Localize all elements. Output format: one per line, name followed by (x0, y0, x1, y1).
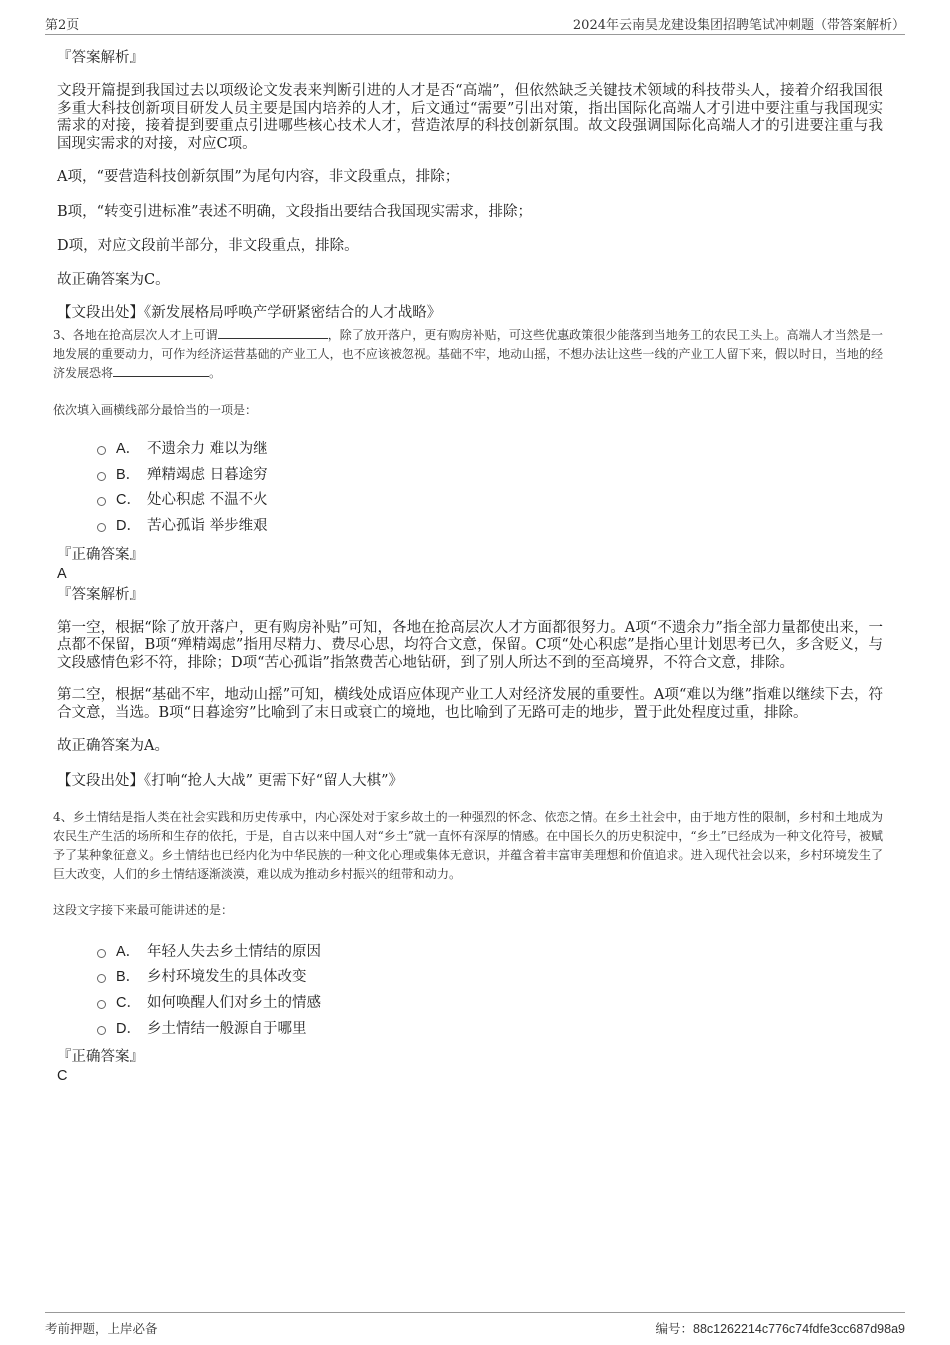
question-3-text (53, 326, 883, 383)
fill-blank-2 (113, 364, 209, 377)
option-letter: C． (116, 995, 141, 1012)
analysis-paragraph-1: 第一空，根据“除了放开落户，更有购房补贴”可知，各地在抢高层次人才方面都很努力。A项“不遗余力”指全部力量都使出来，一点都不保留，B项“殚精竭虑”指用尽精力、费尽心思，均符合文意，保留。C项“处心积虑”是指心里计划思考已久，多含贬义，与文段感情色彩不符，排除；D项“苦心孤诣”指煞费苦心地钻研，到了别人所达不到的至高境界，不符合文意，排除。 (57, 619, 883, 671)
footer-slogan: 考前押题，上岸必备 (45, 1321, 158, 1336)
fill-blank-1 (218, 326, 328, 339)
option-text: 如何唤醒人们对乡土的情感 (147, 995, 321, 1012)
radio-button-icon[interactable] (97, 523, 106, 532)
correct-answer: A (57, 565, 67, 582)
option-letter: B． (116, 466, 141, 483)
page-footer (45, 1312, 905, 1339)
page-content (53, 44, 883, 1085)
document-title: 2024年云南昊龙建设集团招聘笔试冲刺题（带答案解析） (572, 18, 905, 33)
option-text: 苦心孤诣 举步维艰 (147, 518, 268, 535)
option-text: 处心积虑 不温不火 (147, 492, 268, 509)
option-d[interactable] (97, 512, 883, 538)
question-3-options (97, 435, 883, 538)
question-4-options (97, 937, 883, 1040)
analysis-option-a: A项，“要营造科技创新氛围”为尾句内容，非文段重点，排除； (57, 169, 460, 185)
option-b[interactable] (97, 963, 883, 989)
option-text: 乡土情结一般源自于哪里 (147, 1020, 307, 1037)
analysis-paragraph: 文段开篇提到我国过去以项级论文发表来判断引进的人才是否“高端”，但依然缺乏关键技术领域的科技带头人，接着介绍我国很多重大科技创新项目研发人员主要是国内培养的人才，后文通过“需要”引出对策，指出国际化高端人才引进中要注重与我国现实需求的对接，接着提到要重点引进哪些核心技术人才，营造浓厚的科技创新氛围。故文段强调国际化高端人才的引进要注重与我国现实需求的对接，对应C项。 (57, 83, 883, 152)
radio-button-icon[interactable] (97, 1000, 106, 1009)
option-text: 不遗余力 难以为继 (147, 440, 268, 457)
question-3-text-part1: 3、各地在抢高层次人才上可谓 (53, 327, 218, 342)
option-d[interactable] (97, 1015, 883, 1041)
option-text: 乡村环境发生的具体改变 (147, 969, 307, 986)
radio-button-icon[interactable] (97, 472, 106, 481)
analysis-label: 『答案解析』 (57, 586, 144, 603)
correct-answer-label: 『正确答案』 (57, 546, 144, 563)
radio-button-icon[interactable] (97, 446, 106, 455)
radio-button-icon[interactable] (97, 974, 106, 983)
option-text: 年轻人失去乡土情结的原因 (147, 943, 321, 960)
analysis-conclusion: 故正确答案为A。 (57, 738, 169, 755)
option-b[interactable] (97, 460, 883, 486)
analysis-label: 『答案解析』 (57, 50, 144, 66)
radio-button-icon[interactable] (97, 1026, 106, 1035)
correct-answer-label: 『正确答案』 (57, 1049, 144, 1066)
option-letter: B． (116, 969, 141, 986)
analysis-paragraph-2: 第二空，根据“基础不牢，地动山摇”可知，横线处成语应体现产业工人对经济发展的重要性。A项“难以为继”指难以继续下去，符合文意，当选。B项“日暮途穷”比喻到了末日或衰亡的境地，也比喻到了无路可走的地步，置于此处程度过重，排除。 (57, 687, 883, 721)
passage-source: 【文段出处】《打响“抢人大战” 更需下好“留人大棋”》 (57, 772, 404, 789)
option-letter: A． (116, 440, 141, 457)
radio-button-icon[interactable] (97, 949, 106, 958)
analysis-option-b: B项，“转变引进标准”表述不明确，文段指出要结合我国现实需求，排除； (57, 203, 532, 220)
page-number: 第2页 (45, 18, 80, 33)
document-id: 编号：88c1262214c776c74fdfe3cc687d98a9 (655, 1322, 905, 1336)
page-header (45, 12, 905, 35)
analysis-option-d: D项，对应文段前半部分，非文段重点，排除。 (57, 238, 359, 254)
question-4-prompt: 这段文字接下来最可能讲述的是： (53, 903, 234, 918)
question-3-text-part2: ，除了放开落户，更有购房补贴，可这些优惠政策很少能落到当地务工的农民工头上。高端人才当然是一地发展的重要动力，可作为经济运营基础的产业工人，也不应该被忽视。基础不牢，地动山摇，不想办法让这些一线的产业工人留下来，假以时日，当地的经济发展恐将 (53, 327, 883, 380)
correct-answer: C (57, 1068, 68, 1085)
option-text: 殚精竭虑 日暮途穷 (147, 466, 268, 483)
question-4-text: 4、乡土情结是指人类在社会实践和历史传承中，内心深处对于家乡故土的一种强烈的怀念、依恋之情。在乡土社会中，由于地方性的限制，乡村和土地成为农民生产生活的场所和生存的依托，于是，自古以来中国人对“乡土”就一直怀有深厚的情感。在中国长久的历史积淀中，“乡土”已经成为一种文化符号，被赋予了某种象征意义。乡土情结也已经内化为中华民族的一种文化心理或集体无意识，并蕴含着丰富审美理想和价值追求。进入现代社会以来，乡村环境发生了巨大改变，人们的乡土情结逐渐淡漠，难以成为推动乡村振兴的纽带和动力。 (53, 810, 883, 882)
question-3-text-part3: 。 (209, 365, 222, 380)
option-a[interactable] (97, 937, 883, 963)
option-letter: D． (116, 518, 141, 535)
question-3-prompt: 依次填入画横线部分最恰当的一项是： (53, 402, 258, 417)
option-c[interactable] (97, 486, 883, 512)
option-a[interactable] (97, 435, 883, 461)
option-c[interactable] (97, 989, 883, 1015)
passage-source: 【文段出处】《新发展格局呼唤产学研紧密结合的人才战略》 (57, 305, 442, 321)
radio-button-icon[interactable] (97, 497, 106, 506)
option-letter: D． (116, 1020, 141, 1037)
option-letter: A． (116, 943, 141, 960)
analysis-conclusion: 故正确答案为C。 (57, 271, 170, 288)
option-letter: C． (116, 492, 141, 509)
